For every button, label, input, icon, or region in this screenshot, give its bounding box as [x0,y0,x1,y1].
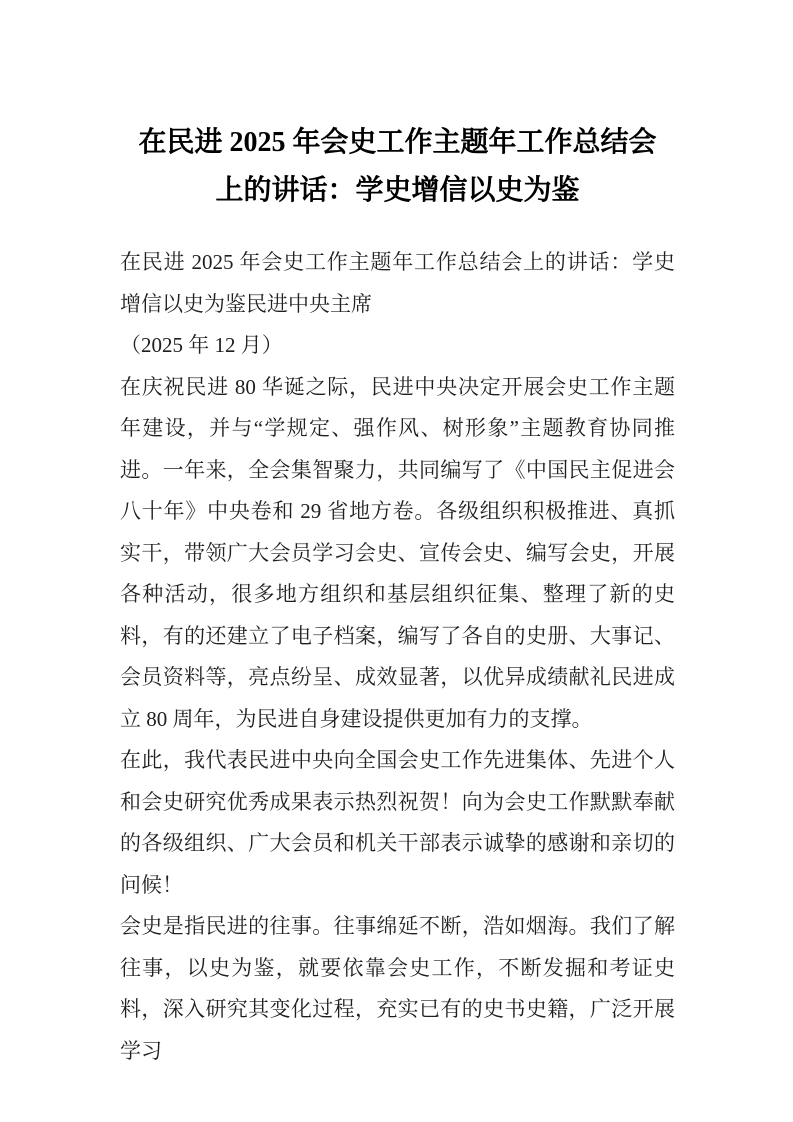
title-line-2: 上的讲话：学史增信以史为鉴 [215,175,580,206]
document-body [120,242,675,1072]
paragraph-date: （2025 年 12 月） [120,333,283,357]
paragraph-heading-repeat: 在民进 2025 年会史工作主题年工作总结会上的讲话：学史增信以史为鉴民进中央主席 [120,250,675,316]
paragraph-overview: 在庆祝民进 80 华诞之际，民进中央决定开展会史工作主题年建设，并与“学规定、强作风、树形象”主题教育协同推进。一年来，全会集智聚力，共同编写了《中国民主促进会八十年》中央卷和 29 省地方卷。各级组织积极推进、真抓实干，带领广大会员学习会史、宣传会史、编写会史，开展各种活动，很多地方组织和基层组织征集、整理了新的史料，有的还建立了电子档案，编写了各自的史册、大事记、会员资料等，亮点纷呈、成效显著，以优异成绩献礼民进成立 80 周年，为民进自身建设提供更加有力的支撑。 [120,374,675,731]
paragraph-congratulations: 在此，我代表民进中央向全国会史工作先进集体、先进个人和会史研究优秀成果表示热烈祝贺！向为会史工作默默奉献的各级组织、广大会员和机关干部表示诚挚的感谢和亲切的问候！ [120,748,675,897]
document-title [120,119,675,215]
paragraph-history-meaning: 会史是指民进的往事。往事绵延不断，浩如烟海。我们了解往事，以史为鉴，就要依靠会史工作，不断发掘和考证史料，深入研究其变化过程，充实已有的史书史籍，广泛开展学习 [120,914,675,1063]
title-line-1: 在民进 2025 年会史工作主题年工作总结会 [138,127,657,158]
